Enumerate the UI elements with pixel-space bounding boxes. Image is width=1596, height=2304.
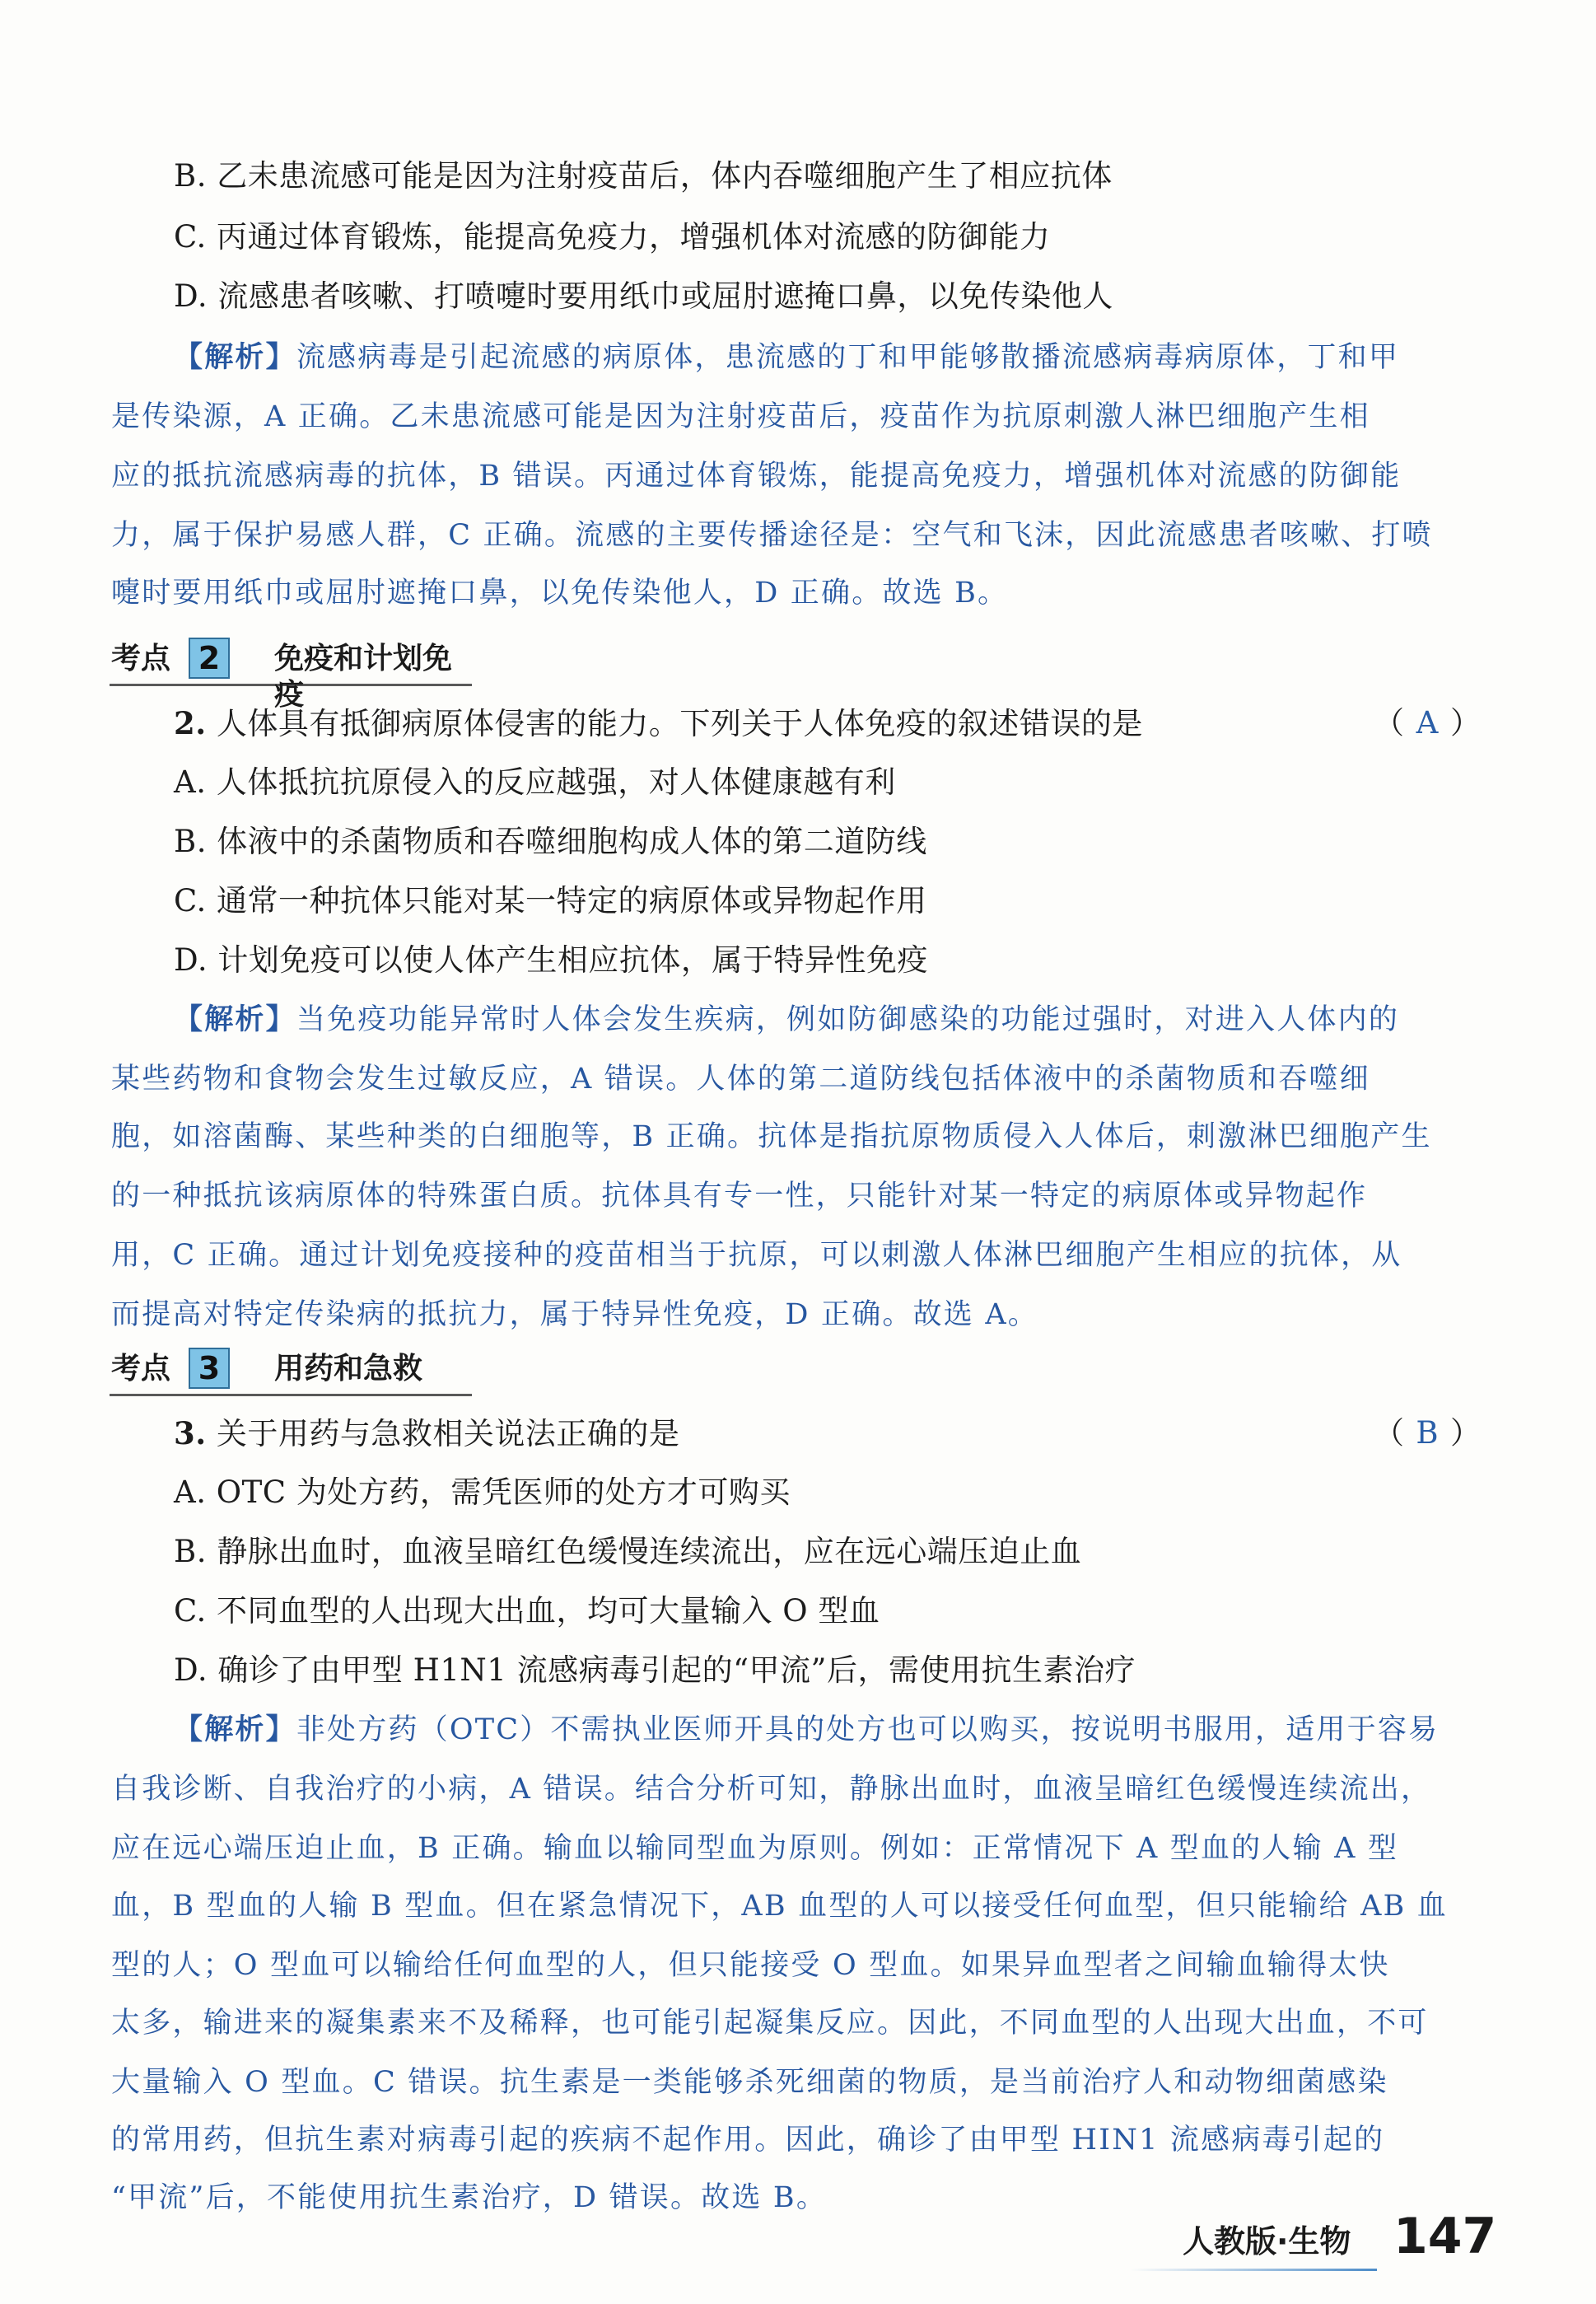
q3-stem: 3. 关于用药与急救相关说法正确的是 [174,1415,680,1451]
section-prefix: 考点 [111,642,171,675]
q2-option-b: B. 体液中的杀菌物质和吞噬细胞构成人体的第二道防线 [174,824,927,859]
section-title: 免疫和计划免疫 [274,642,453,712]
q1-option-c: C. 丙通过体育锻炼，能提高免疫力，增强机体对流感的防御能力 [174,219,1051,255]
q3-explanation-line: 应在远心端压迫止血，B 正确。输血以输同型血为原则。例如：正常情况下 A 型血的人输 A 型 [111,1832,1399,1865]
explanation-tag: 【解析】 [174,1003,296,1036]
q2-option-d: D. 计划免疫可以使人体产生相应抗体，属于特异性免疫 [174,942,928,978]
q3-explanation-line: 太多，输进来的凝集素来不及稀释，也可能引起凝集反应。因此，不同血型的人出现大出血，不可 [111,2007,1429,2040]
footer-rule [1130,2269,1377,2271]
q1-explanation-line: 嚏时要用纸巾或屈肘遮掩口鼻，以免传染他人，D 正确。故选 B。 [111,577,1009,610]
q2-explanation-line: 【解析】当免疫功能异常时人体会发生疾病，例如防御感染的功能过强时，对进入人体内的 [174,1003,1400,1036]
q2-explanation-line: 的一种抵抗该病原体的特殊蛋白质。抗体具有专一性，只能针对某一特定的病原体或异物起作 [111,1180,1368,1213]
question-number: 2. [174,705,207,741]
question-number: 3. [174,1415,207,1451]
section-title: 用药和急救 [274,1352,423,1386]
section-heading-2 [110,634,472,712]
footer-subject: 人教版·生物 [1183,2223,1351,2260]
q1-option-d: D. 流感患者咳嗽、打喷嚏时要用纸巾或屈肘遮掩口鼻，以免传染他人 [174,278,1113,314]
explanation-tag: 【解析】 [174,341,296,374]
q1-explanation-line: 【解析】流感病毒是引起流感的病原体，患流感的丁和甲能够散播流感病毒病原体，丁和甲 [174,341,1400,374]
q3-option-d: D. 确诊了由甲型 H1N1 流感病毒引起的“甲流”后，需使用抗生素治疗 [174,1652,1136,1688]
q3-explanation-line: 自我诊断、自我治疗的小病，A 错误。结合分析可知，静脉出血时，血液呈暗红色缓慢连续流出， [111,1773,1432,1806]
q3-answer-bracket: （ B ） [1374,1415,1481,1451]
q2-explanation-line: 用，C 正确。通过计划免疫接种的疫苗相当于抗原，可以刺激人体淋巴细胞产生相应的抗体，从 [111,1239,1402,1272]
q3-option-b: B. 静脉出血时，血液呈暗红色缓慢连续流出，应在远心端压迫止血 [174,1534,1082,1569]
q1-explanation-line: 是传染源，A 正确。乙未患流感可能是因为注射疫苗后，疫苗作为抗原刺激人淋巴细胞产生相 [111,400,1370,433]
q2-explanation-line: 某些药物和食物会发生过敏反应，A 错误。人体的第二道防线包括体液中的杀菌物质和吞噬细 [111,1063,1370,1096]
q3-answer: B [1416,1415,1439,1451]
q2-option-c: C. 通常一种抗体只能对某一特定的病原体或异物起作用 [174,883,927,918]
page-number: 147 [1393,2208,1497,2265]
q2-answer-bracket: （ A ） [1374,705,1481,741]
q1-option-b: B. 乙未患流感可能是因为注射疫苗后，体内吞噬细胞产生了相应抗体 [174,158,1113,194]
q1-explanation-line: 力，属于保护易感人群，C 正确。流感的主要传播途径是：空气和飞沫，因此流感患者咳嗽、打喷 [111,519,1433,552]
q3-option-a: A. OTC 为处方药，需凭医师的处方才可购买 [174,1474,791,1510]
q3-explanation-line: 大量输入 O 型血。C 错误。抗生素是一类能够杀死细菌的物质，是当前治疗人和动物细菌感染 [111,2066,1388,2099]
q2-explanation-line: 胞，如溶菌酶、某些种类的白细胞等，B 正确。抗体是指抗原物质侵入人体后，刺激淋巴细胞产生 [111,1120,1432,1153]
q3-explanation-line: “甲流”后，不能使用抗生素治疗，D 错误。故选 B。 [111,2181,828,2214]
q2-answer: A [1416,705,1439,741]
q3-option-c: C. 不同血型的人出现大出血，均可大量输入 O 型血 [174,1593,880,1629]
q3-explanation-line: 【解析】非处方药（OTC）不需执业医师开具的处方也可以购买，按说明书服用，适用于容易 [174,1713,1440,1746]
q3-explanation-line: 型的人；O 型血可以输给任何血型的人，但只能接受 O 型血。如果异血型者之间输血输得太快 [111,1949,1390,1982]
section-heading-3 [110,1344,472,1396]
q2-option-a: A. 人体抵抗抗原侵入的反应越强，对人体健康越有利 [174,764,896,800]
section-number-badge: 3 [189,1348,230,1389]
q1-explanation-line: 应的抵抗流感病毒的抗体，B 错误。丙通过体育锻炼，能提高免疫力，增强机体对流感的防御能 [111,460,1402,493]
q2-explanation-line: 而提高对特定传染病的抵抗力，属于特异性免疫，D 正确。故选 A。 [111,1298,1038,1331]
section-number-badge: 2 [189,638,230,679]
q2-stem: 2. 人体具有抵御病原体侵害的能力。下列关于人体免疫的叙述错误的是 [174,705,1143,741]
section-prefix: 考点 [111,1352,171,1386]
q3-explanation-line: 的常用药，但抗生素对病毒引起的疾病不起作用。因此，确诊了由甲型 HIN1 流感病毒引起的 [111,2124,1385,2157]
explanation-tag: 【解析】 [174,1713,296,1746]
q3-explanation-line: 血，B 型血的人输 B 型血。但在紧急情况下，AB 血型的人可以接受任何血型，但只能输给 AB 血 [111,1890,1448,1923]
